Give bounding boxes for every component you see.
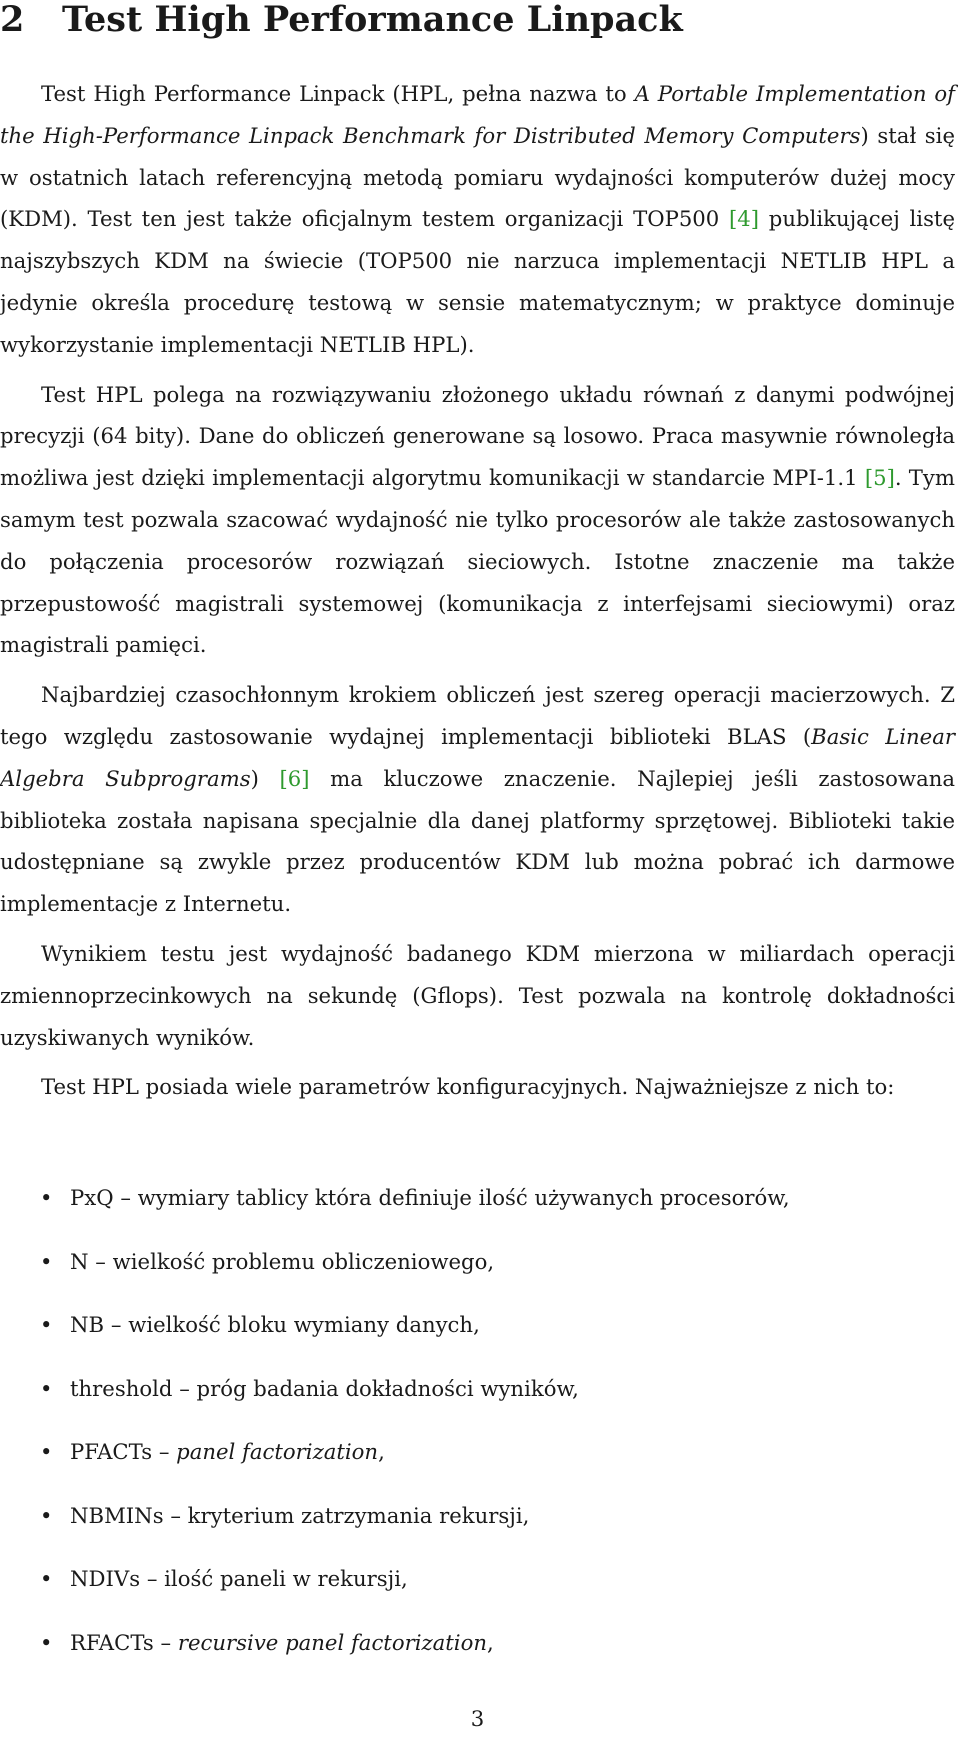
list-item xyxy=(0,1178,955,1242)
bullet-icon: • xyxy=(40,1503,53,1528)
paragraph xyxy=(0,933,955,1058)
citation-link[interactable]: [6] xyxy=(279,765,310,791)
list-item-term: threshold xyxy=(70,1375,173,1401)
list-item-term: RFACTs xyxy=(70,1629,154,1655)
bullet-icon: • xyxy=(40,1440,53,1464)
paragraph xyxy=(0,674,955,925)
paragraph-text: Test HPL posiada wiele parametrów konfiguracyjnych. Najważniejsze z nich to: xyxy=(41,1074,895,1100)
list-item xyxy=(0,1242,955,1306)
list-item-description: wymiary tablicy która definiuje ilość używanych procesorów, xyxy=(137,1185,790,1210)
bullet-icon: • xyxy=(40,1376,53,1401)
paragraph xyxy=(0,1066,955,1108)
list-item-separator: – xyxy=(172,1375,197,1401)
list-item-description: recursive panel factorization xyxy=(177,1629,487,1655)
parameter-list xyxy=(0,1178,955,1686)
list-item-description: wielkość bloku wymiany danych, xyxy=(128,1312,480,1337)
list-item-description: kryterium zatrzymania rekursji, xyxy=(187,1502,530,1528)
list-item-separator: – xyxy=(113,1185,138,1210)
list-item-separator: – xyxy=(88,1248,113,1274)
paragraph-text: Najbardziej czasochłonnym krokiem obliczeń jest szereg operacji macierzowych. Z tego względu zastosowanie wydajnej implementacji biblioteki BLAS ( xyxy=(0,682,955,749)
list-item xyxy=(0,1369,955,1433)
paragraph-text: Test High Performance Linpack (HPL, pełna nazwa to xyxy=(41,81,635,106)
italic-term: Basic Linear Algebra Subprograms xyxy=(0,723,955,791)
page-number: 3 xyxy=(470,1706,485,1731)
section-title: Test High Performance Linpack xyxy=(62,0,683,40)
bullet-icon: • xyxy=(40,1567,53,1591)
list-item-punctuation: , xyxy=(486,1629,494,1655)
list-item-description: wielkość problemu obliczeniowego, xyxy=(112,1248,495,1274)
paragraph-text: . Tym samym test pozwala szacować wydajność nie tylko procesorów ale także zastosowanych do połączenia procesorów rozwiązań sieciowych. Istotne znaczenie ma także przepustowość magistrali systemowej (komunikacja z interfejsami sieciowymi) oraz magistrali pamięci. xyxy=(0,465,955,658)
section-heading xyxy=(0,0,960,40)
list-item-separator: – xyxy=(152,1439,177,1464)
paragraph xyxy=(0,73,955,366)
citation-link[interactable]: [5] xyxy=(864,465,895,491)
paragraph xyxy=(0,374,955,667)
paragraph-text: Test HPL polega na rozwiązywaniu złożonego układu równań z danymi podwójnej precyzji (64 bity). Dane do obliczeń generowane są losowo. Praca masywnie równoległa możliwa jest dzięki implementacji algorytmu komunikacji w standarcie MPI-1.1 xyxy=(0,381,955,491)
paragraph-text: ) xyxy=(250,765,280,791)
bullet-icon: • xyxy=(40,1249,53,1274)
list-item-separator: – xyxy=(140,1566,165,1591)
body-text xyxy=(0,73,955,1108)
bullet-icon: • xyxy=(40,1630,53,1655)
list-item-description: panel factorization xyxy=(176,1439,379,1464)
list-item xyxy=(0,1496,955,1560)
paragraph-text: ma kluczowe znaczenie. Najlepiej jeśli zastosowana biblioteka została napisana specjalnie dla danej platformy sprzętowej. Biblioteki takie udostępniane są zwykle przez producentów KDM lub można pobrać ich darmowe implementacje z Internetu. xyxy=(0,765,955,917)
bullet-icon: • xyxy=(40,1186,53,1210)
list-item-term: PxQ xyxy=(70,1185,114,1210)
list-item-separator: – xyxy=(153,1629,178,1655)
section-number: 2 xyxy=(0,0,25,40)
citation-link[interactable]: [4] xyxy=(729,206,760,232)
list-item xyxy=(0,1432,955,1496)
list-item-separator: – xyxy=(104,1312,129,1337)
list-item-term: N xyxy=(70,1248,89,1274)
list-item xyxy=(0,1559,955,1623)
list-item-term: NB xyxy=(70,1312,105,1337)
bullet-icon: • xyxy=(40,1313,53,1337)
paragraph-text: Wynikiem testu jest wydajność badanego KDM mierzona w miliardach operacji zmiennoprzecinkowych na sekundę (Gflops). Test pozwala na kontrolę dokładności uzyskiwanych wyników. xyxy=(0,940,955,1050)
paragraph-text: publikującej listę najszybszych KDM na świecie (TOP500 nie narzuca implementacji NETLIB HPL a jedynie określa procedurę testową w sensie matematycznym; w praktyce dominuje wykorzystanie implementacji NETLIB HPL). xyxy=(0,206,955,357)
list-item-description: próg badania dokładności wyników, xyxy=(196,1375,579,1401)
list-item-punctuation: , xyxy=(378,1439,385,1464)
list-item-separator: – xyxy=(163,1502,188,1528)
list-item-term: NDIVs xyxy=(70,1566,141,1591)
list-item xyxy=(0,1305,955,1369)
italic-term: A Portable Implementation of the High-Performance Linpack Benchmark for Distributed Memory Computers xyxy=(0,81,955,148)
list-item-term: PFACTs xyxy=(70,1439,153,1464)
list-item-term: NBMINs xyxy=(70,1502,164,1528)
list-item-description: ilość paneli w rekursji, xyxy=(164,1566,408,1591)
list-item xyxy=(0,1623,955,1687)
paragraph-text: ) stał się w ostatnich latach referencyjną metodą pomiaru wydajności komputerów dużej mocy (KDM). Test ten jest także oficjalnym testem organizacji TOP500 xyxy=(0,122,955,232)
